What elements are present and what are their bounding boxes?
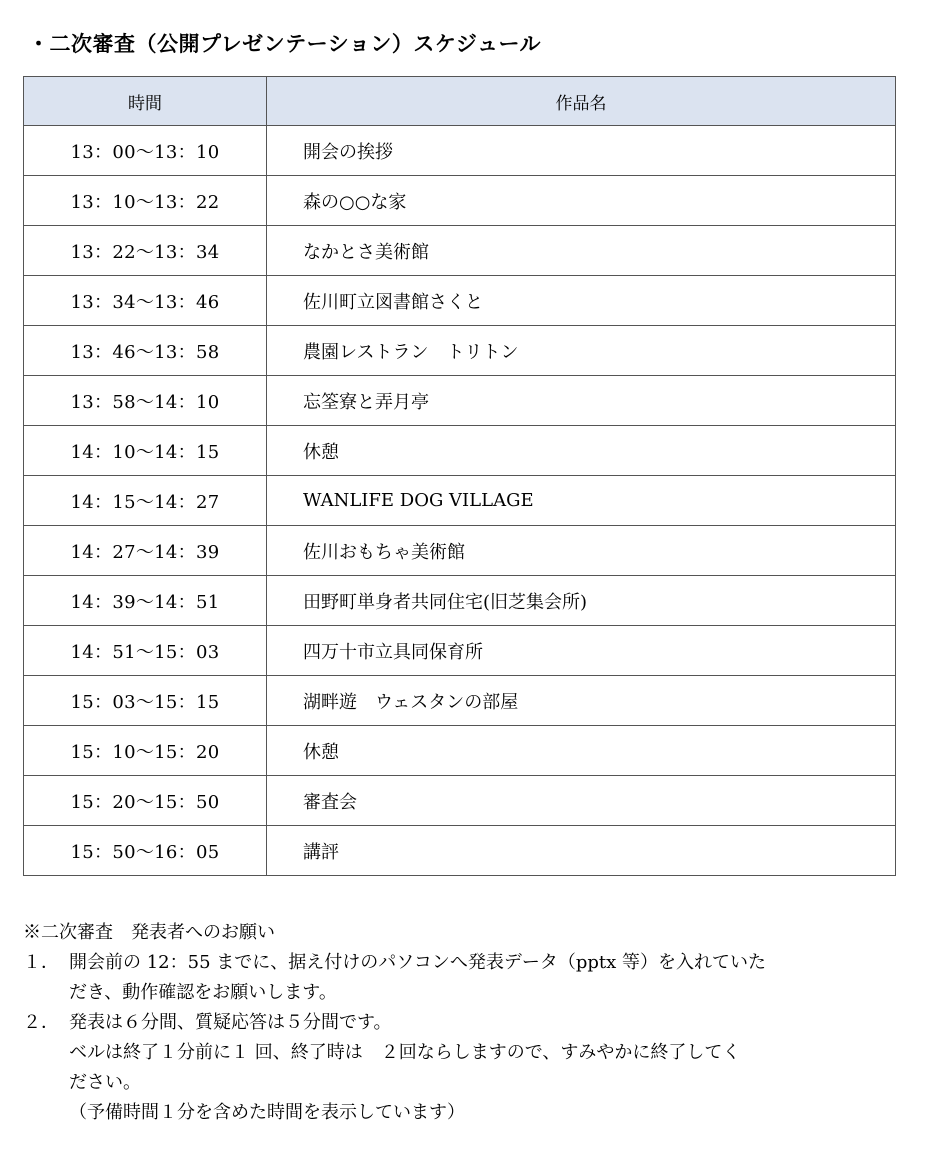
- table-row: [24, 326, 896, 376]
- table-row: [24, 276, 896, 326]
- work-cell: 湖畔遊 ウェスタンの部屋: [267, 676, 896, 726]
- table-row: [24, 526, 896, 576]
- note-line: だき、動作確認をお願いします。: [69, 982, 337, 1003]
- note-item-1: [23, 948, 913, 1008]
- time-cell: 15：03～15：15: [24, 676, 267, 726]
- time-cell: 14：51～15：03: [24, 626, 267, 676]
- time-cell: 13：10～13：22: [24, 176, 267, 226]
- time-cell: 14：39～14：51: [24, 576, 267, 626]
- note-line: ださい。: [69, 1072, 141, 1093]
- work-cell: 開会の挨拶: [267, 126, 896, 176]
- work-cell: 四万十市立具同保育所: [267, 626, 896, 676]
- column-header-time: 時間: [24, 77, 267, 126]
- notes-heading: ※二次審査 発表者へのお願い: [23, 922, 275, 943]
- time-cell: 14：15～14：27: [24, 476, 267, 526]
- time-cell: 13：22～13：34: [24, 226, 267, 276]
- work-cell: 審査会: [267, 776, 896, 826]
- work-cell: WANLIFE DOG VILLAGE: [267, 476, 896, 526]
- table-row: [24, 376, 896, 426]
- note-line: 開会前の 12：55 までに、据え付けのパソコンへ発表データ（pptx 等）を入れていた: [69, 952, 767, 973]
- column-header-work: 作品名: [267, 77, 896, 126]
- page-title: ・二次審査（公開プレゼンテーション）スケジュール: [28, 32, 542, 56]
- note-line: ベルは終了１分前に１ 回、終了時は ２回ならしますので、すみやかに終了してく: [69, 1042, 741, 1063]
- work-cell: 休憩: [267, 426, 896, 476]
- schedule-table: [23, 76, 896, 876]
- work-cell: 森の○○な家: [267, 176, 896, 226]
- table-row: [24, 176, 896, 226]
- time-cell: 13：34～13：46: [24, 276, 267, 326]
- time-cell: 15：20～15：50: [24, 776, 267, 826]
- table-row: [24, 426, 896, 476]
- table-row: [24, 226, 896, 276]
- table-header-row: [24, 77, 896, 126]
- work-cell: 佐川町立図書館さくと: [267, 276, 896, 326]
- note-line: （予備時間１分を含めた時間を表示しています）: [69, 1102, 465, 1123]
- note-body: [69, 948, 913, 1008]
- time-cell: 15：50～16：05: [24, 826, 267, 876]
- note-item-2: [23, 1008, 913, 1128]
- work-cell: 田野町単身者共同住宅(旧芝集会所): [267, 576, 896, 626]
- work-cell: 佐川おもちゃ美術館: [267, 526, 896, 576]
- presenter-notes: [23, 918, 913, 1128]
- time-cell: 15：10～15：20: [24, 726, 267, 776]
- table-row: [24, 726, 896, 776]
- work-cell: 休憩: [267, 726, 896, 776]
- work-cell: なかとさ美術館: [267, 226, 896, 276]
- work-cell: 農園レストラン トリトン: [267, 326, 896, 376]
- note-line: 発表は６分間、質疑応答は５分間です。: [69, 1012, 392, 1033]
- table-row: [24, 826, 896, 876]
- table-row: [24, 676, 896, 726]
- table-row: [24, 626, 896, 676]
- table-row: [24, 126, 896, 176]
- work-cell: 講評: [267, 826, 896, 876]
- table-row: [24, 576, 896, 626]
- time-cell: 13：58～14：10: [24, 376, 267, 426]
- time-cell: 14：27～14：39: [24, 526, 267, 576]
- time-cell: 14：10～14：15: [24, 426, 267, 476]
- work-cell: 忘筌寮と弄月亭: [267, 376, 896, 426]
- note-body: [69, 1008, 913, 1128]
- time-cell: 13：00～13：10: [24, 126, 267, 176]
- note-number: １．: [23, 952, 59, 973]
- table-row: [24, 776, 896, 826]
- time-cell: 13：46～13：58: [24, 326, 267, 376]
- note-number: ２．: [23, 1012, 59, 1033]
- table-row: [24, 476, 896, 526]
